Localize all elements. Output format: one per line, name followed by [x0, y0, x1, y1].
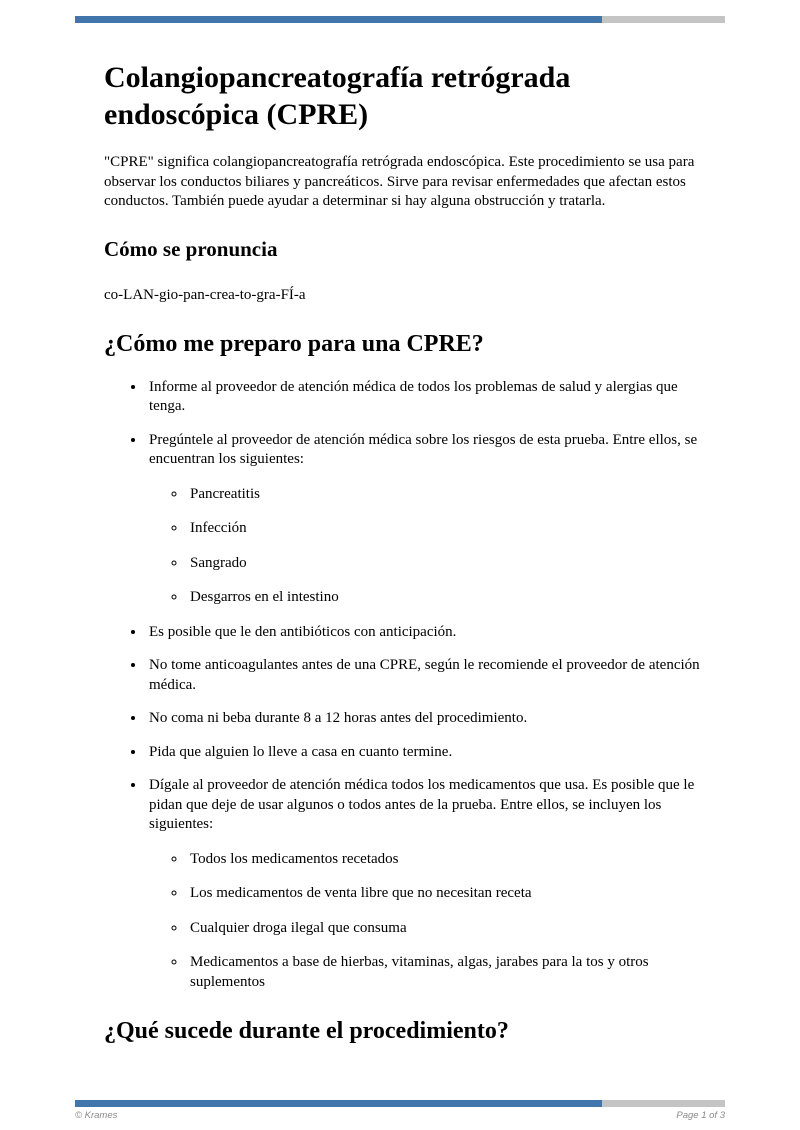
risks-sublist [149, 485, 700, 608]
page-footer [75, 1100, 725, 1121]
list-item: • Pida que alguien lo lleve a casa en cuanto termine. [146, 743, 700, 763]
sublist-item: ◦ Sangrado [187, 554, 700, 574]
top-divider-rule [75, 16, 725, 23]
intro-paragraph: "CPRE" significa colangiopancreatografía retrógrada endoscópica. Este procedimiento se usa para observar los conductos biliares y pancreáticos. Sirve para revisar enfermedades que afectan estos conductos. También puede ayudar a determinar si hay alguna obstrucción y tratarla. [104, 154, 695, 209]
sublist-item: ◦ Cualquier droga ilegal que consuma [187, 919, 700, 939]
page-title: Colangiopancreatografía retrógrada endoscópica (CPRE) [104, 61, 571, 131]
footer-divider-gray-segment [602, 1100, 726, 1107]
prepare-list [104, 378, 700, 993]
list-item-text: Pregúntele al proveedor de atención médica sobre los riesgos de esta prueba. Entre ellos, se encuentran los siguientes: [149, 431, 698, 467]
footer-divider-blue-segment [75, 1100, 602, 1107]
document-content [104, 23, 700, 1045]
medications-sublist [149, 850, 700, 993]
page-number-text: Page 1 of 3 [676, 1110, 725, 1121]
copyright-text: © Krames [75, 1110, 118, 1121]
list-item: • Es posible que le den antibióticos con anticipación. [146, 623, 700, 643]
list-item: • No coma ni beba durante 8 a 12 horas antes del procedimiento. [146, 709, 700, 729]
sublist-item: ◦ Los medicamentos de venta libre que no necesitan receta [187, 884, 700, 904]
footer-divider-rule [75, 1100, 725, 1107]
top-divider-blue-segment [75, 16, 602, 23]
list-item-text: Dígale al proveedor de atención médica todos los medicamentos que usa. Es posible que le pidan que deje de usar algunos o todos antes de la prueba. Entre ellos, se incluyen los siguientes: [149, 777, 695, 832]
sublist-item: ◦ Pancreatitis [187, 485, 700, 505]
prepare-section-heading: ¿Cómo me preparo para una CPRE? [104, 330, 484, 357]
sublist-item: ◦ Todos los medicamentos recetados [187, 850, 700, 870]
list-item: • No tome anticoagulantes antes de una CPRE, según le recomiende el proveedor de atención médica. [146, 656, 700, 695]
top-divider-gray-segment [602, 16, 726, 23]
pronunciation-heading: Cómo se pronuncia [104, 236, 278, 261]
sublist-item: ◦ Desgarros en el intestino [187, 588, 700, 608]
pronunciation-text: co-LAN-gio-pan-crea-to-gra-FÍ-a [104, 286, 306, 303]
during-section-heading: ¿Qué sucede durante el procedimiento? [104, 1018, 509, 1044]
sublist-item: ◦ Medicamentos a base de hierbas, vitaminas, algas, jarabes para la tos y otros suplementos [187, 953, 700, 992]
footer-text-row [75, 1110, 725, 1121]
list-item: • Informe al proveedor de atención médica de todos los problemas de salud y alergias que tenga. [146, 378, 700, 417]
list-item [146, 431, 700, 608]
list-item [146, 776, 700, 992]
sublist-item: ◦ Infección [187, 519, 700, 539]
